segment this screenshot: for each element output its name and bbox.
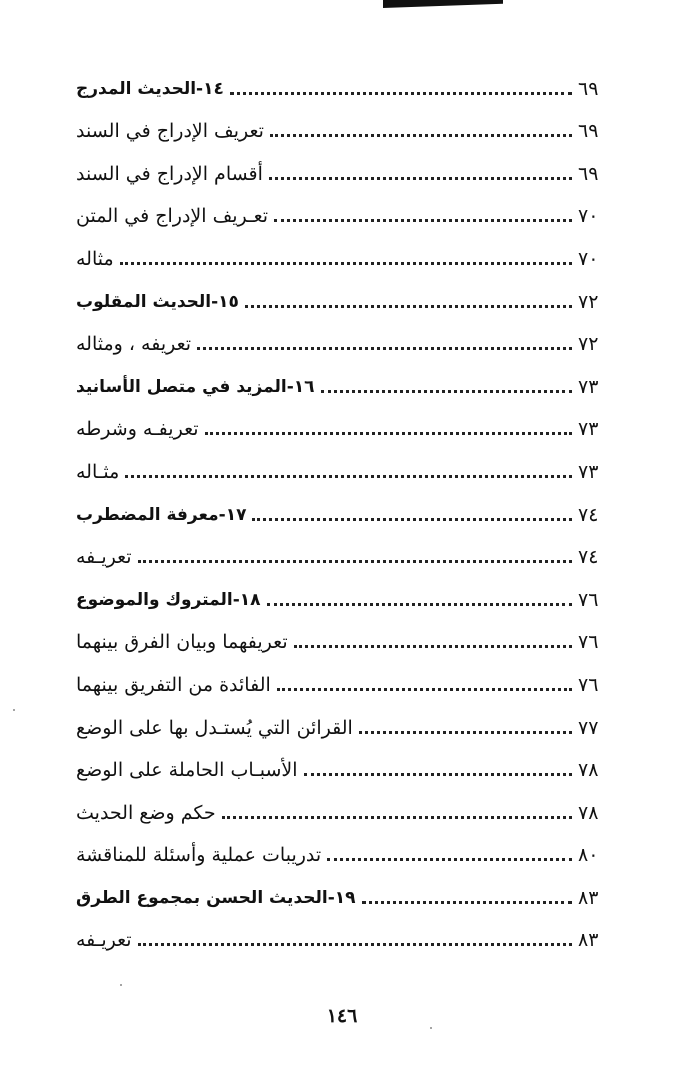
toc-entry-title: تدريبات عملية وأسئلة للمناقشة xyxy=(76,844,322,867)
toc-entry-page: ٨٣ xyxy=(578,886,599,909)
toc-entry-title: تعـريف الإدراج في المتن xyxy=(76,205,269,228)
toc-entry-title: ١٤-الحديث المدرج xyxy=(76,78,224,99)
dot-leader xyxy=(245,305,572,308)
toc-entry-title: ١٩-الحديث الحسن بمجموع الطرق xyxy=(76,887,356,908)
toc-entry xyxy=(72,399,612,442)
toc-entry xyxy=(72,186,612,229)
toc-entry-title: الأسبـاب الحاملة على الوضع xyxy=(76,759,298,782)
toc-entry xyxy=(72,527,612,570)
dot-leader xyxy=(270,134,572,137)
dot-leader xyxy=(321,390,572,393)
toc-section-heading xyxy=(72,569,612,612)
dot-leader xyxy=(277,688,572,691)
dot-leader xyxy=(125,475,572,478)
toc-entry xyxy=(72,228,612,271)
toc-entry-page: ٧٣ xyxy=(578,418,599,441)
toc-entry-page: ٧٣ xyxy=(578,375,599,398)
dot-leader xyxy=(222,816,572,819)
dot-leader xyxy=(294,645,572,648)
toc-entry xyxy=(72,825,612,868)
toc-section-heading xyxy=(72,356,612,399)
toc-entry-title: تعريف الإدراج في السند xyxy=(76,120,264,143)
dot-leader xyxy=(304,773,573,776)
dot-leader xyxy=(269,177,572,180)
toc-entry xyxy=(72,612,612,655)
toc-entry-title: مثاله xyxy=(76,247,114,270)
dot-leader xyxy=(230,92,572,95)
toc-entry-title: تعريـفه xyxy=(76,546,132,569)
dot-leader xyxy=(197,347,572,350)
toc-entry-page: ٧٢ xyxy=(578,290,599,313)
dot-leader xyxy=(359,731,572,734)
toc-entry-title: الفائدة من التفريق بينهما xyxy=(76,673,271,696)
dot-leader xyxy=(138,943,572,946)
toc-entry-page: ٧٠ xyxy=(578,247,599,270)
dot-leader xyxy=(327,858,572,861)
dot-leader xyxy=(138,560,572,563)
toc-entry-title: ١٧-معرفة المضطرب xyxy=(76,504,247,525)
toc-entry-page: ٧٦ xyxy=(578,588,599,611)
toc-entry xyxy=(72,314,612,357)
toc-entry-page: ٨٠ xyxy=(578,844,599,867)
toc-entry-page: ٧٨ xyxy=(578,759,599,782)
toc-entry-page: ٨٣ xyxy=(578,929,599,952)
scan-speck xyxy=(120,984,122,986)
toc-entry-page: ٧٤ xyxy=(578,546,599,569)
toc-entry-page: ٧٠ xyxy=(578,205,599,228)
toc-entry xyxy=(72,740,612,783)
toc-entry-page: ٧٦ xyxy=(578,673,599,696)
toc-entry-page: ٧٨ xyxy=(578,801,599,824)
toc-entry-title: أقسام الإدراج في السند xyxy=(76,162,263,185)
toc-entry xyxy=(72,910,612,953)
dot-leader xyxy=(267,603,572,606)
toc-entry-title: القرائن التي يُستـدل بها على الوضع xyxy=(76,716,353,739)
toc-entry xyxy=(72,697,612,740)
toc-entry-page: ٧٦ xyxy=(578,631,599,654)
toc-entry-page: ٦٩ xyxy=(578,77,599,100)
toc-entry-title: تعريفه ، ومثاله xyxy=(76,333,192,356)
toc-entry xyxy=(72,101,612,144)
scan-speck xyxy=(13,709,15,711)
toc-entry-page: ٦٩ xyxy=(578,120,599,143)
toc-entry-title: ١٥-الحديث المقلوب xyxy=(76,291,239,312)
dot-leader xyxy=(274,219,572,222)
toc-section-heading xyxy=(72,271,612,314)
page-number: ١٤٦ xyxy=(326,1005,358,1027)
toc-entry-page: ٦٩ xyxy=(578,162,599,185)
dot-leader xyxy=(205,432,572,435)
scan-speck xyxy=(430,1027,432,1029)
toc-entry-title: ١٨-المتروك والموضوع xyxy=(76,589,261,610)
toc-entry-title: تعريـفه xyxy=(76,929,132,952)
toc-entry xyxy=(72,441,612,484)
dot-leader xyxy=(362,901,572,904)
toc-section-heading xyxy=(72,58,612,101)
toc-entry-page: ٧٧ xyxy=(578,716,599,739)
toc-entry-page: ٧٤ xyxy=(578,503,599,526)
toc-section-heading xyxy=(72,867,612,910)
toc-section-heading xyxy=(72,484,612,527)
toc-entry-title: حكم وضع الحديث xyxy=(76,801,216,824)
toc-entry-page: ٧٢ xyxy=(578,333,599,356)
dot-leader xyxy=(120,262,572,265)
table-of-contents xyxy=(72,58,612,952)
toc-entry-title: ١٦-المزيد في متصل الأسانيد xyxy=(76,376,315,397)
toc-entry xyxy=(72,143,612,186)
scan-edge-mark xyxy=(383,0,503,8)
dot-leader xyxy=(252,518,572,521)
toc-entry xyxy=(72,782,612,825)
toc-entry xyxy=(72,654,612,697)
toc-entry-title: مثـاله xyxy=(76,460,120,483)
toc-entry-title: تعريفـه وشرطه xyxy=(76,418,199,441)
toc-entry-title: تعريفهما وبيان الفرق بينهما xyxy=(76,631,288,654)
toc-entry-page: ٧٣ xyxy=(578,460,599,483)
